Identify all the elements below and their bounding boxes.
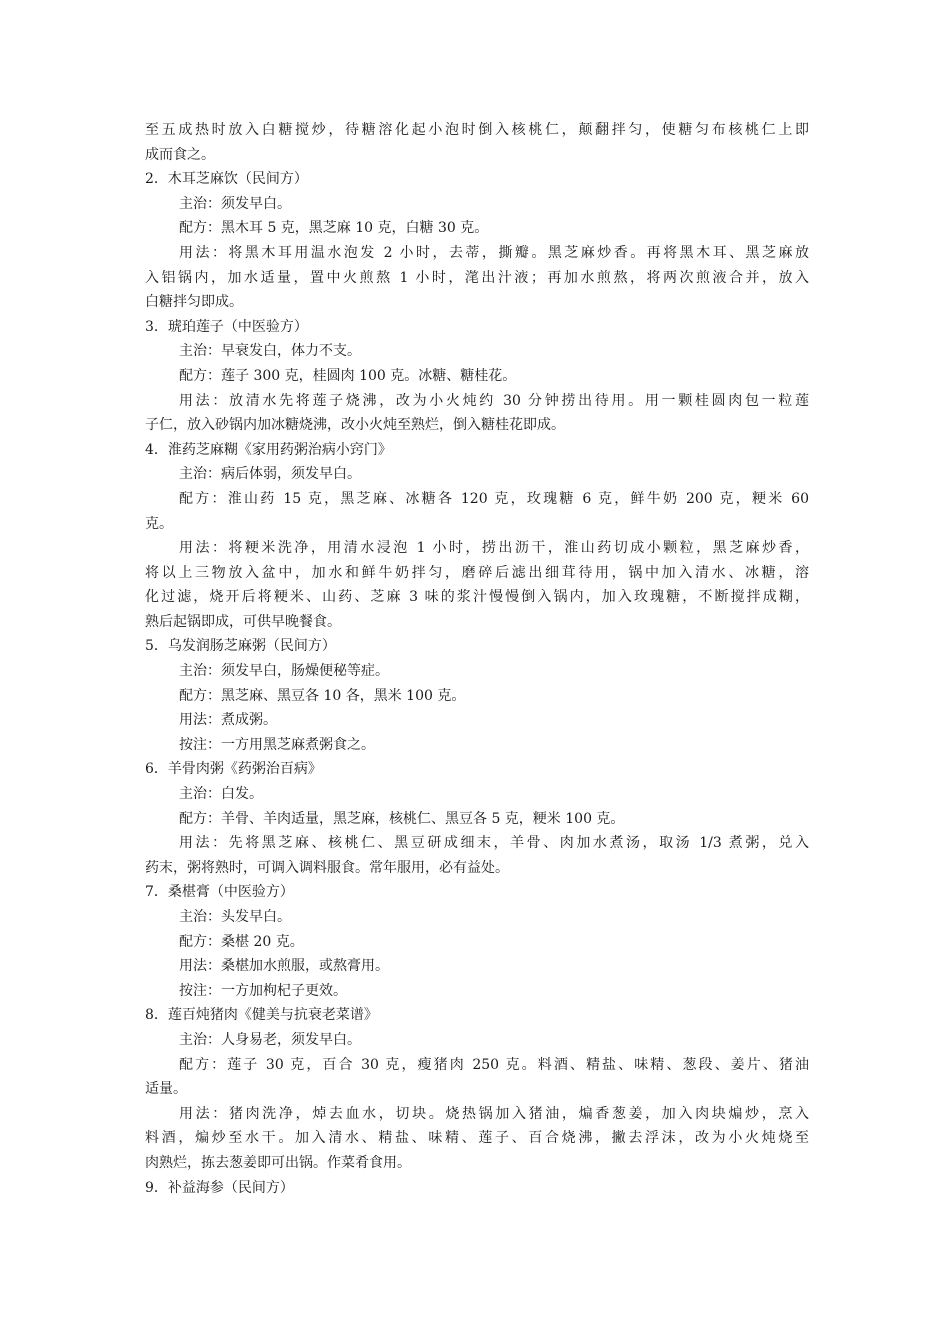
text-line: 药末，粥将熟时，可调入调料服食。常年服用，必有益处。 <box>145 859 509 876</box>
text-line: 用法：将黑木耳用温水泡发 2 小时，去蒂，撕瓣。黑芝麻炒香。再将黑木耳、黑芝麻放 <box>179 244 809 261</box>
text-line: 将以上三物放入盆中，加水和鲜牛奶拌匀，磨碎后滤出细茸待用，锅中加入清水、冰糖，溶 <box>145 564 809 581</box>
text-line: 按注：一方用黑芝麻煮粥食之。 <box>179 736 375 753</box>
text-line: 适量。 <box>145 1081 187 1098</box>
recipe-heading: 7．桑椹膏（中医验方） <box>145 884 294 901</box>
text-line: 克。 <box>145 515 173 532</box>
recipe-heading: 9．补益海参（民间方） <box>145 1179 294 1196</box>
text-line: 配方：莲子 30 克，百合 30 克，瘦猪肉 250 克。料酒、精盐、味精、葱段、姜片、猪油 <box>179 1056 809 1073</box>
text-line: 用法：煮成粥。 <box>179 712 277 729</box>
text-line: 料酒，煸炒至水干。加入清水、精盐、味精、莲子、百合烧沸，撇去浮沫，改为小火炖烧至 <box>145 1130 809 1147</box>
recipe-heading: 5．乌发润肠芝麻粥（民间方） <box>145 638 336 655</box>
text-line: 至五成热时放入白糖搅炒，待糖溶化起小泡时倒入核桃仁，颠翻拌匀，使糖匀布核桃仁上即 <box>145 122 809 138</box>
text-line: 子仁，放入砂锅内加冰糖烧沸，改小火炖至熟烂，倒入糖桂花即成。 <box>145 417 565 434</box>
text-line: 配方：莲子 300 克，桂圆肉 100 克。冰糖、糖桂花。 <box>179 367 517 384</box>
text-line: 用法：先将黑芝麻、核桃仁、黑豆研成细末，羊骨、肉加水煮汤，取汤 1/3 煮粥，兑入 <box>179 835 809 852</box>
text-line: 主治：早衰发白，体力不支。 <box>179 343 361 360</box>
text-line: 配方：黑木耳 5 克，黑芝麻 10 克，白糖 30 克。 <box>179 220 489 237</box>
text-line: 按注：一方加枸杞子更效。 <box>179 982 347 999</box>
text-line: 入铝锅内，加水适量，置中火煎熬 1 小时，滗出汁液；再加水煎熬，将两次煎液合并，放入 <box>145 269 809 286</box>
text-line: 主治：病后体弱，须发早白。 <box>179 466 361 483</box>
text-line: 主治：须发早白，肠燥便秘等症。 <box>179 663 389 680</box>
text-line: 主治：须发早白。 <box>179 195 291 212</box>
text-line: 主治：白发。 <box>179 786 263 803</box>
text-line: 用法：放清水先将莲子烧沸，改为小火炖约 30 分钟捞出待用。用一颗桂圆肉包一粒莲 <box>179 392 809 409</box>
recipe-heading: 4．淮药芝麻糊《家用药粥治病小窍门》 <box>145 441 392 458</box>
text-line: 化过滤，烧开后将粳米、山药、芝麻 3 味的浆汁慢慢倒入锅内，加入玫瑰糖，不断搅拌成糊， <box>145 589 809 606</box>
text-line: 配方：羊骨、羊肉适量，黑芝麻，核桃仁、黑豆各 5 克，粳米 100 克。 <box>179 810 625 827</box>
recipe-heading: 2．木耳芝麻饮（民间方） <box>145 171 308 188</box>
text-line: 配方：桑椹 20 克。 <box>179 933 304 950</box>
text-line: 成而食之。 <box>145 146 215 163</box>
recipe-heading: 6．羊骨肉粥《药粥治百病》 <box>145 761 322 778</box>
text-line: 肉熟烂，拣去葱姜即可出锅。作菜肴食用。 <box>145 1154 411 1171</box>
text-line: 用法：桑椹加水煎服，或熬膏用。 <box>179 958 389 975</box>
text-line: 用法：猪肉洗净，焯去血水，切块。烧热锅加入猪油，煸香葱姜，加入肉块煸炒，烹入 <box>179 1105 809 1122</box>
text-line: 配方：淮山药 15 克，黑芝麻、冰糖各 120 克，玫瑰糖 6 克，鲜牛奶 200 克，粳米 60 <box>179 490 809 507</box>
text-line: 主治：头发早白。 <box>179 909 291 925</box>
recipe-heading: 3．琥珀莲子（中医验方） <box>145 318 308 335</box>
text-line: 配方：黑芝麻、黑豆各 10 各，黑米 100 克。 <box>179 687 466 704</box>
text-line: 白糖拌匀即成。 <box>145 294 243 311</box>
body-text <box>145 118 809 1200</box>
text-line: 熟后起锅即成，可供早晚餐食。 <box>145 613 341 630</box>
recipe-heading: 8．莲百炖猪肉《健美与抗衰老菜谱》 <box>145 1007 378 1024</box>
text-line: 用法：将粳米洗净，用清水浸泡 1 小时，捞出沥干，淮山药切成小颗粒，黑芝麻炒香， <box>179 540 809 557</box>
text-line: 主治：人身易老，须发早白。 <box>179 1031 361 1048</box>
